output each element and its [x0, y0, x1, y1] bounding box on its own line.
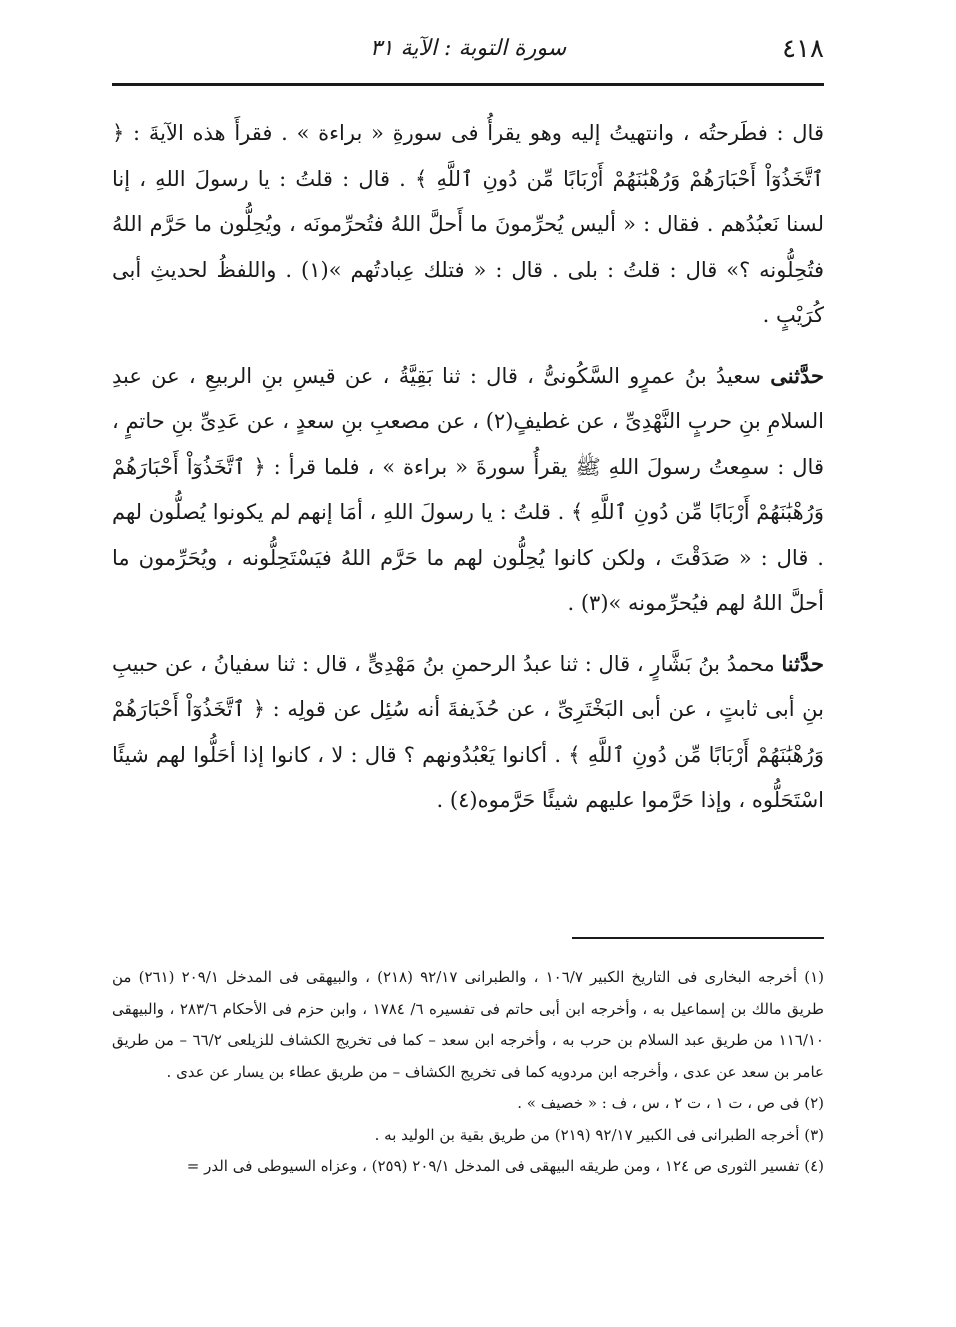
paragraph-text: قال : فطَرحتُه ، وانتهيتُ إليه وهو يقرأُ فى سورةِ « براءة » . فقرأَ هذه الآيةَ : ﴿ ٱتَّخَذُوٓاْ أَحْبَارَهُمْ وَرُهْبَٰنَهُمْ أَرْبَابًا مِّن دُونِ ٱللَّهِ ﴾ . قال : قلتُ : يا رسولَ اللهِ ، إنا لسنا نَعبُدُهم . فقال : « أليس يُحرِّمونَ ما أَحلَّ اللهُ فتُحرِّمونَه ، ويُحِلُّون ما حَرَّم اللهُ فتُحِلُّونه ؟» قال : قلتُ : بلى . قال : « فتلك عِبادتُهم »(١) . واللفظُ لحديثِ أبى كُرَيْبٍ .: [112, 121, 825, 327]
paragraph-2: [112, 353, 824, 627]
page-number: ٤١٨: [782, 34, 824, 64]
paragraph-text: سعيدُ بنُ عمرٍو السَّكُونىُّ ، قال : ثنا بَقِيَّةُ ، عن قيسِ بنِ الربيعِ ، عن عبدِ السلامِ بنِ حربٍ النَّهْدِىِّ ، عن غطيفٍ(٢) ، عن مصعبِ بنِ سعدٍ ، عن عَدِىِّ بنِ حاتمٍ ، قال : سمِعتُ رسولَ اللهِ ﷺ يقرأُ سورةَ « براءة » ، فلما قرأ : ﴿ ٱتَّخَذُوٓاْ أَحْبَارَهُمْ وَرُهْبَٰنَهُمْ أَرْبَابًا مِّن دُونِ ٱللَّهِ ﴾ . قلتُ : يا رسولَ اللهِ ، أمَا إنهم لم يكونوا يُصلُّون لهم . قال : « صَدَقْتَ ، ولكن كانوا يُحِلُّون لهم ما حَرَّم اللهُ فيَسْتَحِلُّونه ، ويُحَرِّمون ما أحلَّ اللهُ لهم فيُحرِّمونه »(٣) .: [112, 363, 824, 615]
footnote-1: (١) أخرجه البخارى فى التاريخ الكبير ١٠٦/٧ ، والطبرانى ٩٢/١٧ (٢١٨) ، والبيهقى فى المدخل ٢٠٩/١ (٢٦١) من طريق مالك بن إسماعيل به ، وأخرجه ابن أبى حاتم فى تفسيره ٦/ ١٧٨٤ ، وابن حزم فى الأحكام ٢٨٣/٦ ، والبيهقى ١١٦/١٠ من طريق عبد السلام بن حرب به ، وأخرجه ابن سعد – كما فى تخريج الكشاف للزيلعى ٦٦/٢ – من طريق عامر بن سعد عن عدى ، وأخرجه ابن مردويه كما فى تخريج الكشاف – من طريق عطاء بن يسار عن عدى .: [112, 968, 824, 1081]
narrator-lead: حدَّثنى: [770, 362, 824, 388]
paragraph-1: [112, 110, 824, 339]
running-title: سورة التوبة : الآية ٣١: [369, 36, 567, 61]
narrator-lead: حدَّثنا: [781, 650, 824, 676]
footnote-2: (٢) فى ص ، ت ١ ، ت ٢ ، س ، ف : « خصيف » .: [517, 1094, 824, 1112]
footnotes: [112, 962, 824, 1183]
footnote-3: (٣) أخرجه الطبرانى فى الكبير ٩٢/١٧ (٢١٩) من طريق بقية بن الوليد به .: [374, 1125, 824, 1144]
page-header: [112, 34, 824, 78]
paragraph-3: [112, 641, 824, 824]
header-rule: [112, 83, 824, 86]
main-text: [112, 110, 824, 838]
paragraph-text: محمدُ بنُ بَشَّارٍ ، قال : ثنا عبدُ الرحمنِ بنُ مَهْدِىٍّ ، قال : ثنا سفيانُ ، عن حبيبِ بنِ أبى ثابتٍ ، عن أبى البَخْتَرِىِّ ، عن حُذَيفةَ أنه سُئِل عن قولِه : ﴿ ٱتَّخَذُوٓاْ أَحْبَارَهُمْ وَرُهْبَٰنَهُمْ أَرْبَابًا مِّن دُونِ ٱللَّهِ ﴾ . أكانوا يَعْبُدُونهم ؟ قال : لا ، كانوا إذا أحَلُّوا لهم شيئًا اسْتَحَلُّوه ، وإذا حَرَّموا عليهم شيئًا حَرَّموه(٤) .: [112, 651, 824, 812]
footnote-separator: [572, 937, 824, 939]
footnote-4: (٤) تفسير الثورى ص ١٢٤ ، ومن طريقه البيهقى فى المدخل ٢٠٩/١ (٢٥٩) ، وعزاه السيوطى فى الدر =: [186, 1157, 824, 1175]
